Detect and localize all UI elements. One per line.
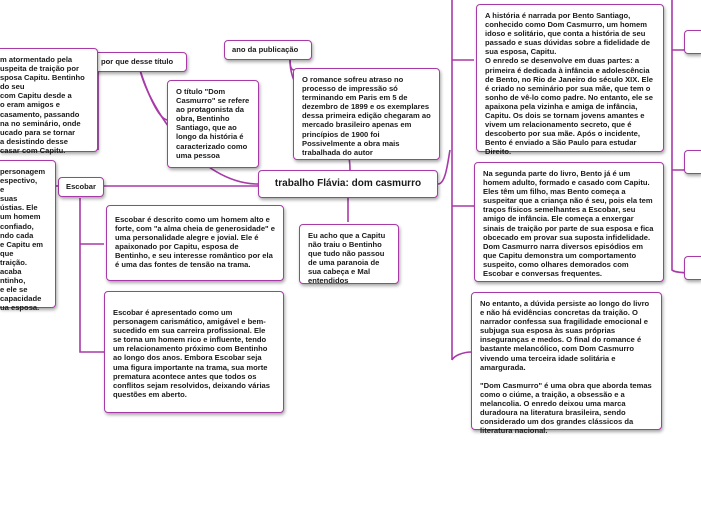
note-left-top-partial[interactable] — [0, 48, 98, 155]
central-topic[interactable] — [258, 170, 438, 198]
note-opiniao-text: Eu acho que a Capitu não traiu o Bentinho que tudo não passou de uma paranoia de sua cabeça e Mal entendidos — [308, 231, 386, 286]
topic-ano-da-publicacao[interactable] — [224, 40, 312, 60]
note-escobar-descricao[interactable] — [106, 205, 284, 281]
topic-ano-label: ano da publicação — [232, 45, 299, 54]
topic-escobar[interactable] — [58, 177, 104, 197]
partial-node-right-1[interactable] — [684, 30, 701, 54]
note-titulo-text: O título "Dom Casmurro" se refere ao protagonista da obra, Bentinho Santiago, que ao longo da história é caracterizado como uma pessoa — [176, 87, 250, 160]
topic-por-que-label: por que desse título — [101, 57, 174, 66]
note-opiniao[interactable] — [299, 224, 399, 284]
topic-por-que-desse-titulo[interactable] — [93, 52, 187, 72]
note-historia-text: A história é narrada por Bento Santiago, conhecido como Dom Casmurro, um homem idoso e solitário, que conta a história de seu passado e suas dúvidas sobre a fidelidade de sua esposa, Capitu. O enredo se desenvolve em duas partes: a primeira é dedicada à infância e adolescência de Bento, no Rio de Janeiro do século XIX. Ele é criado no seminário por sua mãe, que tem o sonho de vê-lo como padre. No entanto, ele se apaixona pela vizinha e amiga de infância, Capitu. Os dois se tornam jovens amantes e vivem um relacionamento secreto, que é descoberto por sua mãe. Após o incidente, Bento é enviado a São Paulo para estudar Direito. — [485, 11, 653, 157]
partial-node-right-3[interactable] — [684, 256, 701, 280]
note-left-mid-text: personagem espectivo, e suas ústias. Ele um homem confiado, ndo cada e Capitu em que traição. acaba ntinho, e ele se capacidade ua esposa. — [0, 167, 46, 313]
note-escobar-2-text: Escobar é apresentado como um personagem carismático, amigável e bem-sucedido em sua carreira profissional. Ele se torna um homem rico e influente, tendo um relacionamento próximo com Bentinho ao longo dos anos. Embora Escobar seja uma figura importante na trama, sua morte prematura acontece antes que todos os conflitos sejam resolvidos, deixando várias questões em aberto. — [113, 308, 270, 399]
note-titulo[interactable] — [167, 80, 259, 168]
note-ano-publicacao[interactable] — [293, 68, 440, 160]
partial-node-right-2[interactable] — [684, 150, 701, 174]
note-segunda-text: Na segunda parte do livro, Bento já é um homem adulto, formado e casado com Capitu. Eles têm um filho, mas Bento começa a suspeitar que a criança não é seu, pois ela tem traços físicos semelhantes a Escobar, seu amigo de infância. Ele começa a enxergar sinais de traição por parte de sua esposa e fica obcecado em provar sua suposta infidelidade. Dom Casmurro narra diversos episódios em que Capitu demonstra um comportamento suspeito, como olhares demorados com Escobar e conversas frequentes. — [483, 169, 654, 279]
note-escobar-1-text: Escobar é descrito como um homem alto e forte, com "a alma cheia de generosidade" e uma personalidade alegre e jovial. Ele é apaixonado por Capitu, esposa de Bentinho, e seu interesse romântico por ela é uma das fontes de tensão na trama. — [115, 215, 275, 270]
note-final-text: No entanto, a dúvida persiste ao longo do livro e não há evidências concretas da traição. O narrador confessa sua fragilidade emocional e subjuga sua esposa às suas próprias inseguranças e medos. O final do romance é bastante melancólico, com Dom Casmurro vivendo uma terceira idade solitária e amargurada. "Dom Casmurro" é uma obra que aborda temas como o ciúme, a traição, a obsessão e a melancolia. O enredo deixou uma marca duradoura na literatura brasileira, sendo considerado um dos grandes clássicos da literatura nacional. — [480, 299, 652, 436]
note-ano-text: O romance sofreu atraso no processo de impressão só terminando em Paris em 5 de dezembro de 1899 e os exemplares dessa primeira edição chegaram ao mercado brasileiro apenas em princípios de 1900 foi Possivelmente a obra mais trabalhada do autor — [302, 75, 431, 157]
note-segunda-parte[interactable] — [474, 162, 664, 282]
note-left-top-text: m atormentado pela uspeita de traição por sposa Capitu. Bentinho do seu com Capitu desde a o eram amigos e casamento, passando na no seminário, onde ucado para se tornar a desistindo desse casar com Capitu. — [0, 55, 85, 155]
note-left-mid-partial[interactable] — [0, 160, 56, 313]
note-final[interactable] — [471, 292, 662, 436]
topic-escobar-label: Escobar — [66, 182, 96, 191]
note-historia-primeira-parte[interactable] — [476, 4, 664, 157]
note-escobar-carismatico[interactable] — [104, 291, 284, 413]
central-topic-title: trabalho Flávia: dom casmurro — [274, 178, 422, 189]
